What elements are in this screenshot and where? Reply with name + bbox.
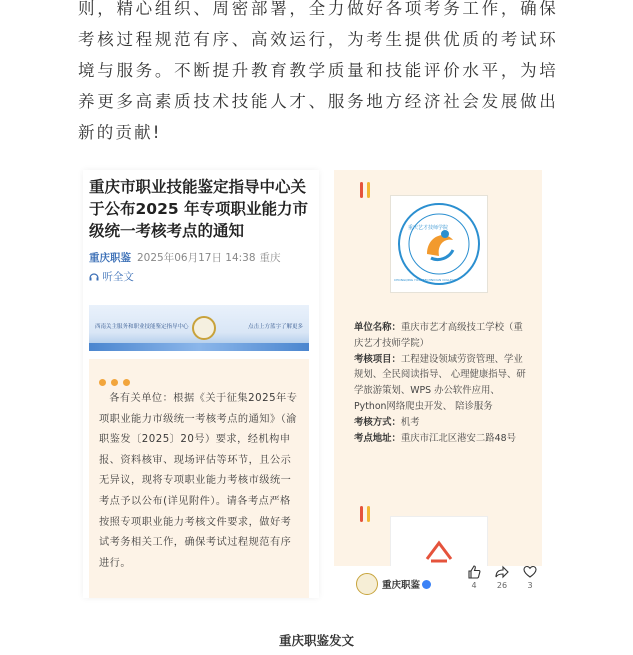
like-icon — [467, 565, 481, 579]
like-button[interactable] — [464, 565, 484, 590]
exam-info — [354, 320, 530, 446]
heart-icon — [523, 565, 537, 579]
headphone-icon — [89, 272, 99, 281]
post-title: 重庆市职业技能鉴定指导中心关于公布2025 年专项职业能力市级统一考核考点的通知 — [89, 178, 309, 240]
notice-text: 各有关单位：根据《关于征集2025年专项职业能力市级统一考核考点的通知》（渝职鉴发〔2025〕20号）要求，经机构申报、资料核审、现场评估等环节，且公示无异议，现将专项职业能力考核市级统一考点予以公布(详见附件）。请各考点严格按照专项职业能力考核文件要求，做好考试考务相关工作，确保考试过程规范有序进行。 — [99, 393, 298, 569]
school-logo-english: CHONGQING YICAI TECHNICIAN COLLEGE — [394, 278, 457, 282]
verified-icon — [422, 580, 431, 589]
notice-box — [89, 359, 309, 598]
decorative-bars — [360, 182, 374, 202]
share-button[interactable] — [492, 565, 512, 590]
post-source[interactable]: 重庆职鉴 — [89, 252, 131, 264]
emblem-icon — [192, 316, 216, 340]
banner-left-text: 西南关主服务和职业技能鉴定指导中心 — [95, 324, 189, 330]
info-items: 考核项目：工程建设领域劳资管理、学业规划、全民阅读指导、 心理健康指导、研学旅游策划、WPS 办公软件应用、Python网络爬虫开发、 陪诊服务 — [354, 353, 526, 412]
info-method: 考核方式：机考 — [354, 416, 420, 428]
account-name[interactable]: 重庆职鉴 — [382, 577, 431, 591]
favorite-button[interactable] — [520, 565, 540, 590]
right-post-screenshot — [334, 170, 542, 598]
post-location: 重庆 — [259, 252, 281, 264]
banner-right-text: 点击上方蓝字了解更多 — [247, 324, 303, 330]
post-banner — [89, 305, 309, 351]
like-count: 4 — [471, 581, 477, 590]
listen-button[interactable] — [89, 269, 134, 284]
decorative-dots — [99, 371, 135, 390]
info-address: 考点地址：重庆市江北区港安二路48号 — [354, 432, 516, 444]
image-caption: 重庆职鉴发文 — [278, 633, 354, 648]
share-count: 26 — [496, 581, 508, 590]
account-avatar[interactable] — [356, 573, 378, 595]
post-meta — [89, 250, 281, 265]
intro-paragraph: 则，精心组织、周密部署，全力做好各项考务工作，确保考核过程规范有序、高效运行，为考生提供优质的考试环境与服务。不断提升教育教学质量和技能评价水平，为培养更多高素质技术技能人才、服务地方经济社会发展做出新的贡献! — [78, 0, 558, 142]
next-logo-box — [390, 516, 488, 568]
banner-wave — [89, 343, 309, 351]
decorative-bars-2 — [360, 506, 374, 526]
info-unit: 单位名称：重庆市艺才高级技工学校（重庆艺才技师学院） — [354, 322, 523, 349]
school-logo-name: 重庆艺才技师学院 — [408, 225, 449, 231]
share-icon — [495, 565, 509, 579]
favorite-count: 3 — [527, 581, 533, 590]
left-post-screenshot — [83, 170, 319, 598]
post-date: 2025年06月17日 14:38 — [137, 252, 256, 264]
listen-label: 听全文 — [102, 271, 134, 283]
